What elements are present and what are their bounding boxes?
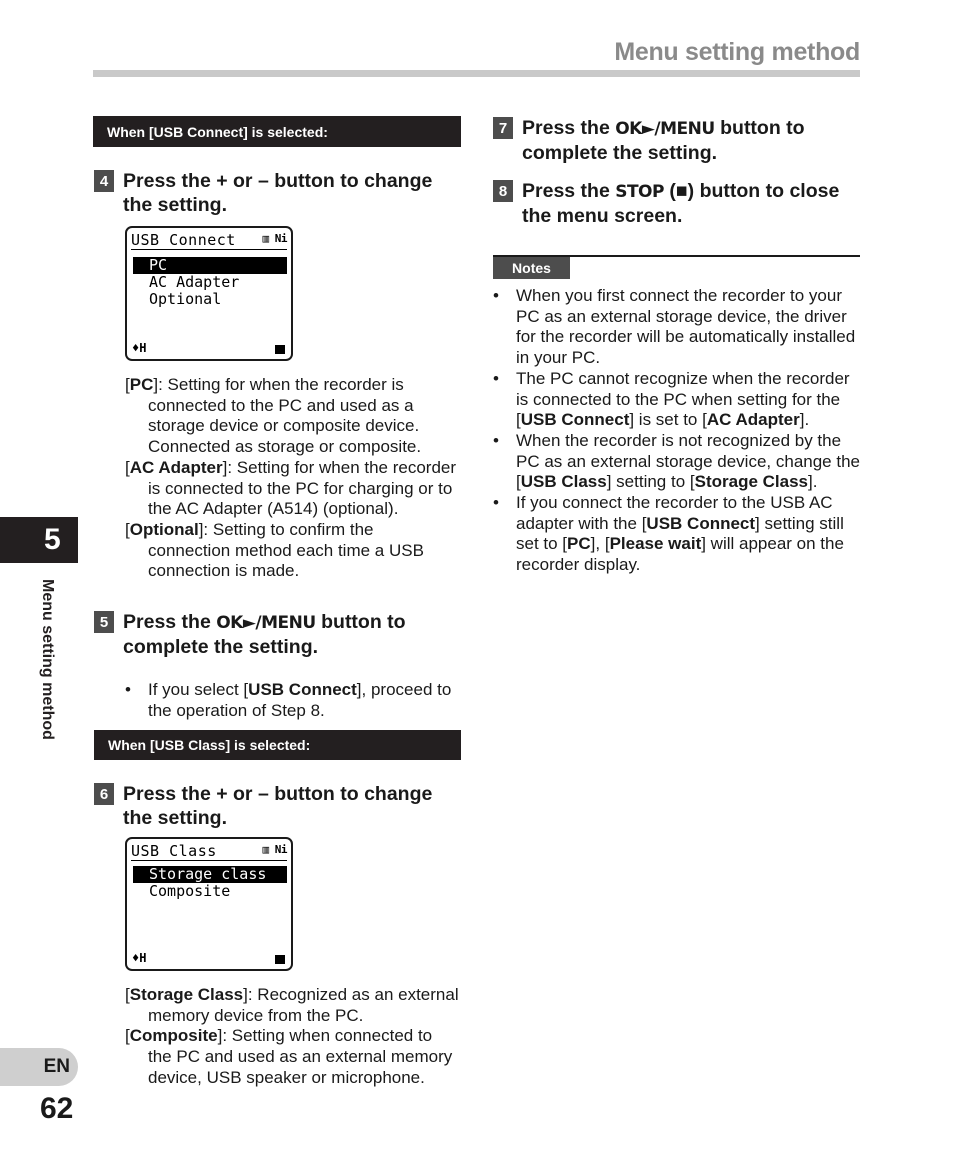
folder-icon bbox=[275, 345, 285, 354]
note-item: • If you connect the recorder to the USB AC adapter with the [USB Connect] setting still set to [PC], [Please wait] will appear on the recorder display. bbox=[493, 493, 844, 575]
definition-item: [Storage Class]: Recognized as an external memory device from the PC. bbox=[125, 985, 459, 1025]
lcd-item: Optional bbox=[149, 290, 222, 308]
battery-icon: ▥ Ni bbox=[262, 232, 287, 245]
lcd-item: Storage class bbox=[133, 866, 287, 883]
step-number: 4 bbox=[94, 170, 114, 192]
chapter-tab: 5 bbox=[0, 517, 78, 563]
lcd-title: USB Class bbox=[131, 842, 217, 860]
step-text: Press the + or – button to change the setting. bbox=[123, 783, 433, 829]
chapter-side-label: Menu setting method bbox=[39, 579, 56, 740]
section-bar-usb-connect: When [USB Connect] is selected: bbox=[93, 116, 461, 147]
header-rule bbox=[93, 70, 860, 77]
notes-rule bbox=[493, 255, 860, 257]
step-6 bbox=[94, 782, 464, 830]
folder-icon bbox=[275, 955, 285, 964]
step-5 bbox=[94, 610, 464, 659]
lcd-divider bbox=[131, 860, 287, 861]
battery-icon: ▥ Ni bbox=[262, 843, 287, 856]
lcd-usb-connect bbox=[125, 226, 293, 361]
section-bar-usb-class: When [USB Class] is selected: bbox=[94, 730, 461, 760]
note-item: • The PC cannot recognize when the recorder is connected to the PC when setting for the [USB Connect] is set to [AC Adapter]. bbox=[493, 368, 850, 430]
step-text: Press the + or – button to change the setting. bbox=[123, 170, 433, 216]
mic-sensitivity-icon: ♦H bbox=[132, 951, 147, 965]
lcd-item: PC bbox=[133, 257, 287, 274]
step-8 bbox=[493, 179, 863, 228]
page-number: 62 bbox=[40, 1092, 74, 1125]
step-text: Press the STOP (■) button to close the menu screen. bbox=[522, 180, 840, 227]
definitions-usb-class bbox=[125, 985, 460, 1089]
lcd-item: Composite bbox=[149, 882, 231, 900]
mic-sensitivity-icon: ♦H bbox=[132, 341, 147, 355]
bullet-item: • If you select [USB Connect], proceed to the operation of Step 8. bbox=[125, 680, 452, 720]
definition-item: [AC Adapter]: Setting for when the recorder is connected to the PC for charging or to the AC Adapter (A514) (optional). bbox=[125, 457, 457, 519]
lcd-title: USB Connect bbox=[131, 231, 236, 249]
lcd-item: AC Adapter bbox=[149, 273, 240, 291]
step-5-note bbox=[125, 680, 460, 721]
notes-list bbox=[493, 286, 860, 576]
step-text: Press the OK►/MENU button to complete the setting. bbox=[123, 611, 406, 658]
notes-label: Notes bbox=[493, 256, 570, 279]
language-badge: EN bbox=[0, 1048, 78, 1086]
step-7 bbox=[493, 116, 863, 165]
page-header-title: Menu setting method bbox=[614, 38, 860, 66]
definition-item: [PC]: Setting for when the recorder is connected to the PC and used as a storage device or composite device. Connected as storage or composite. bbox=[125, 375, 422, 457]
note-item: • When you first connect the recorder to your PC as an external storage device, the driver for the recorder will be automatically installed in your PC. bbox=[493, 286, 856, 368]
step-number: 8 bbox=[493, 180, 513, 202]
step-number: 6 bbox=[94, 783, 114, 805]
lcd-divider bbox=[131, 249, 287, 250]
definition-item: [Composite]: Setting when connected to the PC and used as an external memory device, USB speaker or microphone. bbox=[125, 1026, 453, 1087]
lcd-usb-class bbox=[125, 837, 293, 971]
step-text: Press the OK►/MENU button to complete the setting. bbox=[522, 117, 805, 164]
step-4 bbox=[94, 169, 464, 217]
definition-item: [Optional]: Setting to confirm the connection method each time a USB connection is made. bbox=[125, 519, 424, 581]
step-number: 7 bbox=[493, 117, 513, 139]
step-number: 5 bbox=[94, 611, 114, 633]
definitions-usb-connect bbox=[125, 375, 460, 582]
note-item: • When the recorder is not recognized by the PC as an external storage device, change the [USB Class] setting to [Storage Class]. bbox=[493, 430, 860, 492]
